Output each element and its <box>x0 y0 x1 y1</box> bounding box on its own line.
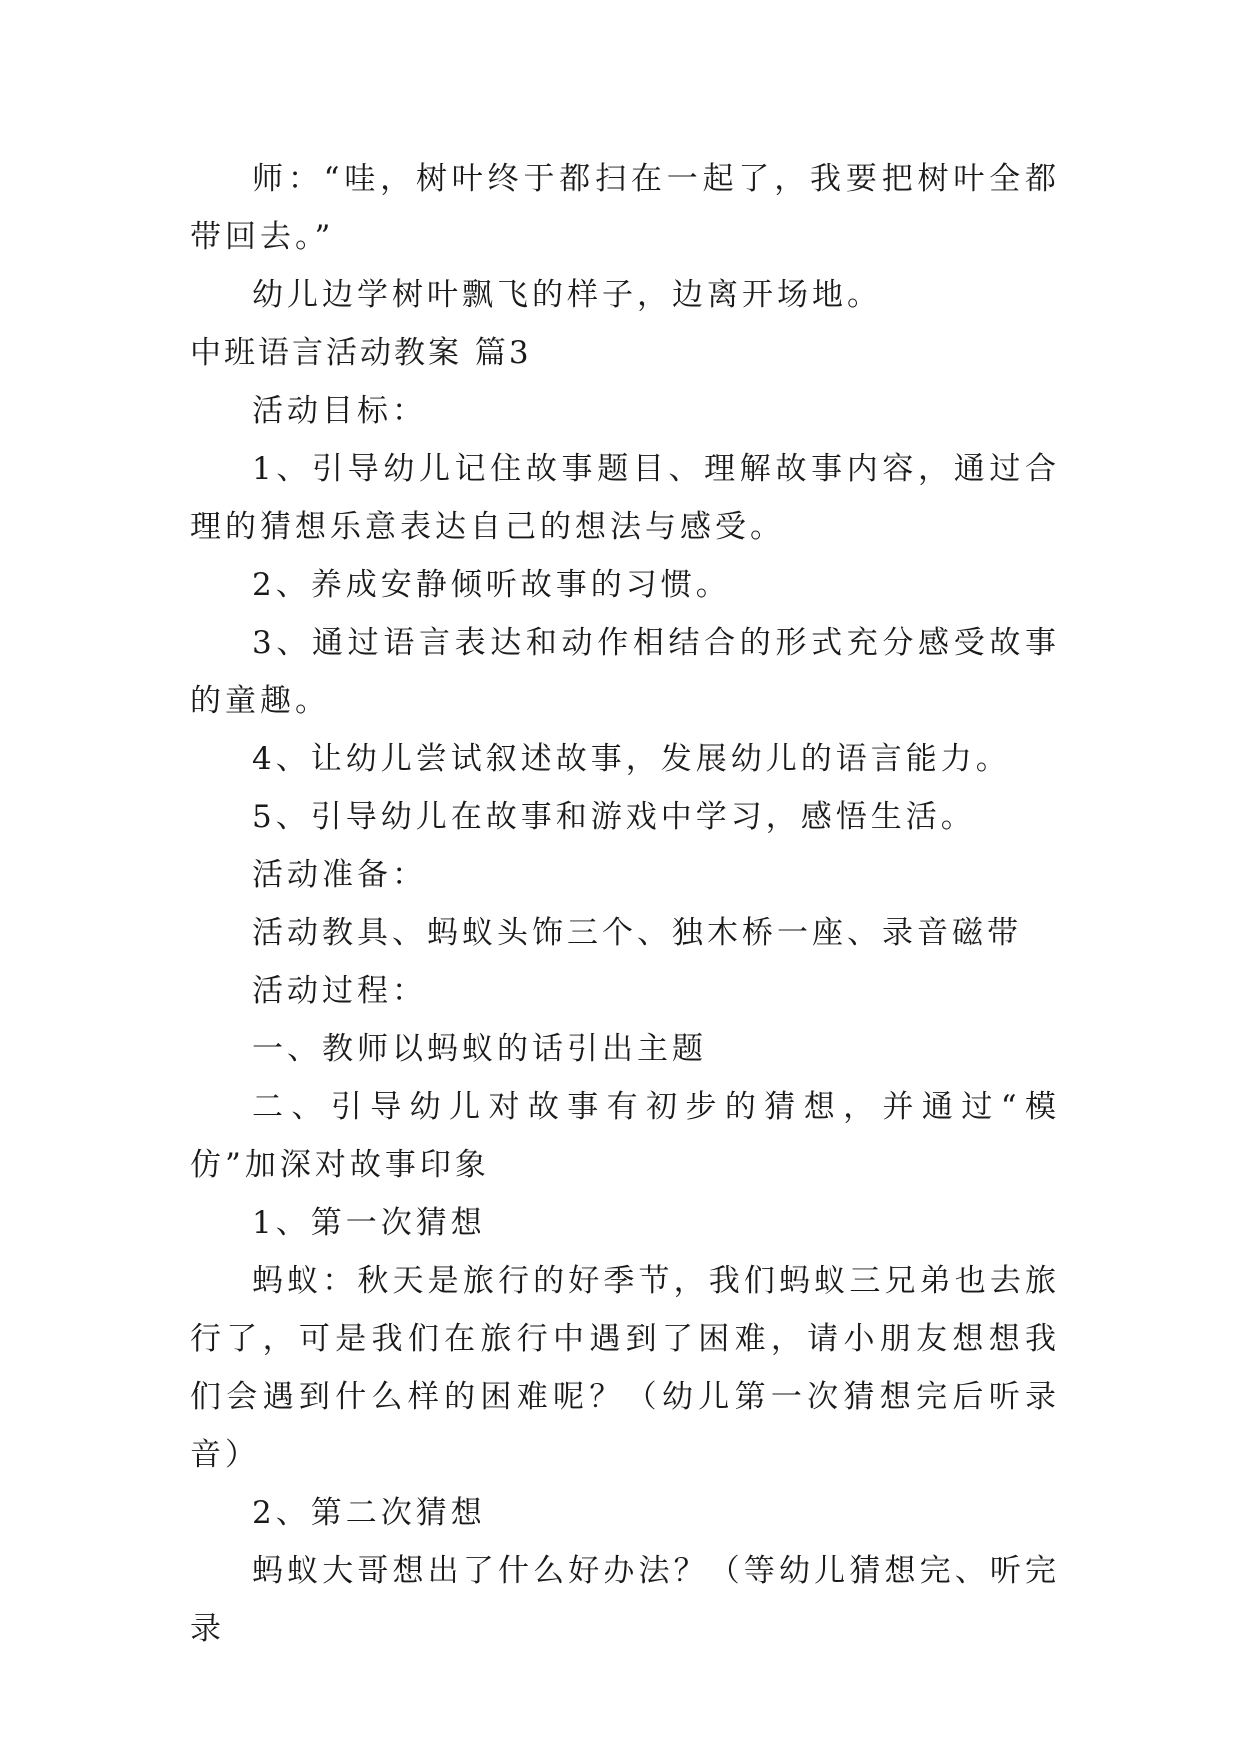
paragraph-goal-1: 1、引导幼儿记住故事题目、理解故事内容，通过合理的猜想乐意表达自己的想法与感受。 <box>190 451 1060 545</box>
paragraph-goal-2: 2、养成安静倾听故事的习惯。 <box>252 567 731 603</box>
paragraph-goal-4: 4、让幼儿尝试叙述故事，发展幼儿的语言能力。 <box>252 741 1011 777</box>
paragraph-goals-label: 活动目标： <box>252 393 427 429</box>
paragraph-children-leave: 幼儿边学树叶飘飞的样子，边离开场地。 <box>252 277 882 313</box>
paragraph-guess-2-label: 2、第二次猜想 <box>252 1495 486 1531</box>
document-body <box>190 150 1060 1658</box>
section-heading: 中班语言活动教案 篇3 <box>190 335 532 371</box>
paragraph-prep-label: 活动准备： <box>252 857 427 893</box>
paragraph-goal-3: 3、通过语言表达和动作相结合的形式充分感受故事的童趣。 <box>190 625 1060 719</box>
paragraph-goal-5: 5、引导幼儿在故事和游戏中学习，感悟生活。 <box>252 799 976 835</box>
paragraph-step-1: 一、教师以蚂蚁的话引出主题 <box>252 1031 707 1067</box>
paragraph-guess-2-question: 蚂蚁大哥想出了什么好办法？（等幼儿猜想完、听完录 <box>190 1553 1060 1647</box>
paragraph-step-2: 二、引导幼儿对故事有初步的猜想，并通过“模仿”加深对故事印象 <box>190 1089 1060 1183</box>
paragraph-guess-1-label: 1、第一次猜想 <box>252 1205 486 1241</box>
paragraph-prep-items: 活动教具、蚂蚁头饰三个、独木桥一座、录音磁带 <box>252 915 1022 951</box>
paragraph-process-label: 活动过程： <box>252 973 427 1009</box>
paragraph-teacher-quote: 师：“哇，树叶终于都扫在一起了，我要把树叶全都带回去。” <box>190 161 1060 255</box>
paragraph-ant-speech: 蚂蚁：秋天是旅行的好季节，我们蚂蚁三兄弟也去旅行了，可是我们在旅行中遇到了困难，请小朋友想想我们会遇到什么样的困难呢？（幼儿第一次猜想完后听录音） <box>190 1263 1060 1473</box>
